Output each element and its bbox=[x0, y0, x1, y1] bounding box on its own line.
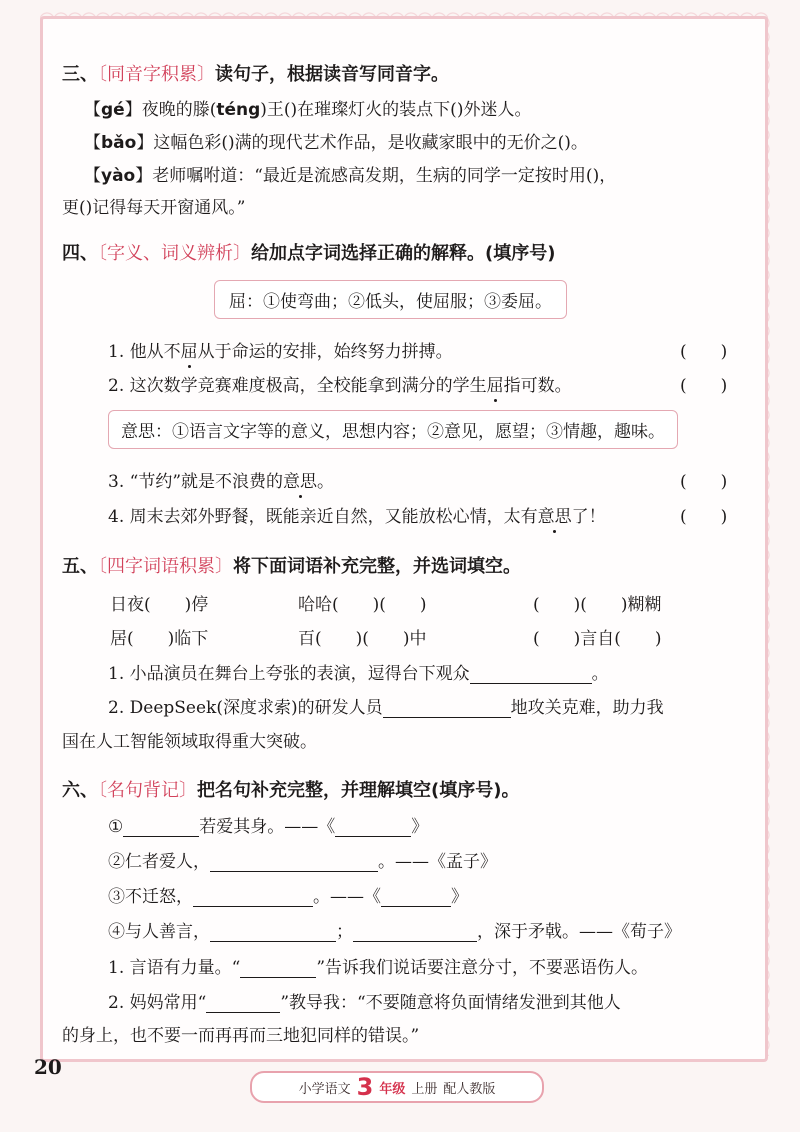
s6-q2: 2. 妈妈常用“ ”教导我：“不要随意将负面情绪发泄到其他人 bbox=[108, 993, 621, 1013]
s3-line-3: 【yào】老师嘱咐道：“最近是流感高发期，生病的同学一定按时用()， bbox=[84, 166, 617, 186]
answer-paren[interactable]: ( ) bbox=[680, 507, 728, 527]
fill-blank[interactable] bbox=[353, 923, 477, 942]
s5-q1: 1. 小品演员在舞台上夸张的表演，逗得台下观众 。 bbox=[108, 664, 609, 684]
fill-blank[interactable] bbox=[210, 853, 378, 872]
pinyin: gé bbox=[101, 100, 125, 120]
section-tag: 〔字义、词义辨析〕 bbox=[98, 243, 251, 264]
section-title: 给加点字词选择正确的解释。(填序号) bbox=[251, 243, 556, 264]
idiom-5[interactable]: 百( )( )中 bbox=[298, 629, 427, 649]
section-6-heading: 六、〔名句背记〕把名句补充完整，并理解填空(填序号)。 bbox=[62, 780, 520, 801]
answer-paren[interactable]: ( ) bbox=[680, 376, 728, 396]
s3-line-4: 更()记得每天开窗通风。” bbox=[62, 198, 246, 218]
answer-paren[interactable]: ( ) bbox=[680, 472, 728, 492]
fill-blank[interactable] bbox=[193, 888, 313, 907]
footer-grade: 年级 bbox=[379, 1081, 406, 1097]
footer-grade-number: 3 bbox=[356, 1073, 374, 1101]
fill-blank[interactable] bbox=[123, 818, 199, 837]
s6-q2-cont: 的身上，也不要一而再再而三地犯同样的错误。” bbox=[62, 1026, 420, 1046]
s4-q2: 2. 这次数学竞赛难度极高，全校能拿到满分的学生屈指可数。 bbox=[108, 376, 572, 396]
footer-edition: 配人教版 bbox=[443, 1081, 496, 1097]
page-number: 20 bbox=[34, 1055, 62, 1079]
pinyin: bǎo bbox=[101, 133, 137, 153]
quote-4: ④与人善言， ； ，深于矛戟。——《荀子》 bbox=[108, 922, 681, 942]
section-title: 将下面词语补充完整，并选词填空。 bbox=[233, 556, 521, 577]
pinyin: téng bbox=[216, 100, 261, 120]
pinyin: yào bbox=[101, 166, 136, 186]
fill-blank[interactable] bbox=[470, 665, 592, 684]
fill-blank[interactable] bbox=[335, 818, 411, 837]
s4-q4: 4. 周末去郊外野餐，既能亲近自然，又能放松心情，太有意思了！ bbox=[108, 507, 606, 527]
quote-2: ②仁者爱人， 。——《孟子》 bbox=[108, 852, 497, 872]
definition-box-qu: 屈：①使弯曲；②低头，使屈服；③委屈。 bbox=[214, 280, 567, 319]
fill-blank[interactable] bbox=[240, 959, 316, 978]
section-tag: 〔四字词语积累〕 bbox=[98, 556, 233, 577]
quote-3: ③不迁怒， 。——《 》 bbox=[108, 887, 468, 907]
fill-blank[interactable] bbox=[383, 699, 511, 718]
section-4-heading: 四、〔字义、词义辨析〕给加点字词选择正确的解释。(填序号) bbox=[62, 243, 556, 264]
footer-badge bbox=[250, 1071, 544, 1103]
section-number: 三、 bbox=[62, 64, 98, 85]
idiom-2[interactable]: 哈哈( )( ) bbox=[298, 595, 427, 615]
idiom-4[interactable]: 居( )临下 bbox=[110, 629, 209, 649]
section-tag: 〔同音字积累〕 bbox=[98, 64, 215, 85]
idiom-6[interactable]: ( )言自( ) bbox=[533, 629, 662, 649]
section-tag: 〔名句背记〕 bbox=[98, 780, 197, 801]
idiom-3[interactable]: ( )( )糊糊 bbox=[533, 595, 662, 615]
section-3-heading bbox=[62, 60, 449, 86]
section-title: 读句子，根据读音写同音字。 bbox=[215, 64, 449, 85]
s6-q1: 1. 言语有力量。“ ”告诉我们说话要注意分寸，不要恶语伤人。 bbox=[108, 958, 649, 978]
quote-1: ① 若爱其身。——《 》 bbox=[108, 817, 429, 837]
answer-paren[interactable]: ( ) bbox=[680, 342, 728, 362]
footer-term: 上册 bbox=[411, 1081, 438, 1097]
idiom-1[interactable]: 日夜( )停 bbox=[110, 595, 209, 615]
fill-blank[interactable] bbox=[206, 994, 280, 1013]
fill-blank[interactable] bbox=[210, 923, 336, 942]
s4-q1: 1. 他从不屈从于命运的安排，始终努力拼搏。 bbox=[108, 342, 453, 362]
fill-blank[interactable] bbox=[381, 888, 451, 907]
section-5-heading: 五、〔四字词语积累〕将下面词语补充完整，并选词填空。 bbox=[62, 556, 521, 577]
s5-q2: 2. DeepSeek(深度求索)的研发人员 地攻关克难，助力我 bbox=[108, 698, 664, 718]
s3-line-1: 【gé】夜晚的滕(téng)王()在璀璨灯火的装点下()外迷人。 bbox=[84, 100, 532, 120]
s3-line-2: 【bǎo】这幅色彩()满的现代艺术作品，是收藏家眼中的无价之()。 bbox=[84, 133, 588, 153]
s5-q2-cont: 国在人工智能领域取得重大突破。 bbox=[62, 732, 317, 752]
definition-box-yisi: 意思：①语言文字等的意义，思想内容；②意见，愿望；③情趣，趣味。 bbox=[108, 410, 678, 449]
footer-subject: 小学语文 bbox=[298, 1081, 351, 1097]
section-title: 把名句补充完整，并理解填空(填序号)。 bbox=[197, 780, 520, 801]
s4-q3: 3. “节约”就是不浪费的意思。 bbox=[108, 472, 335, 492]
